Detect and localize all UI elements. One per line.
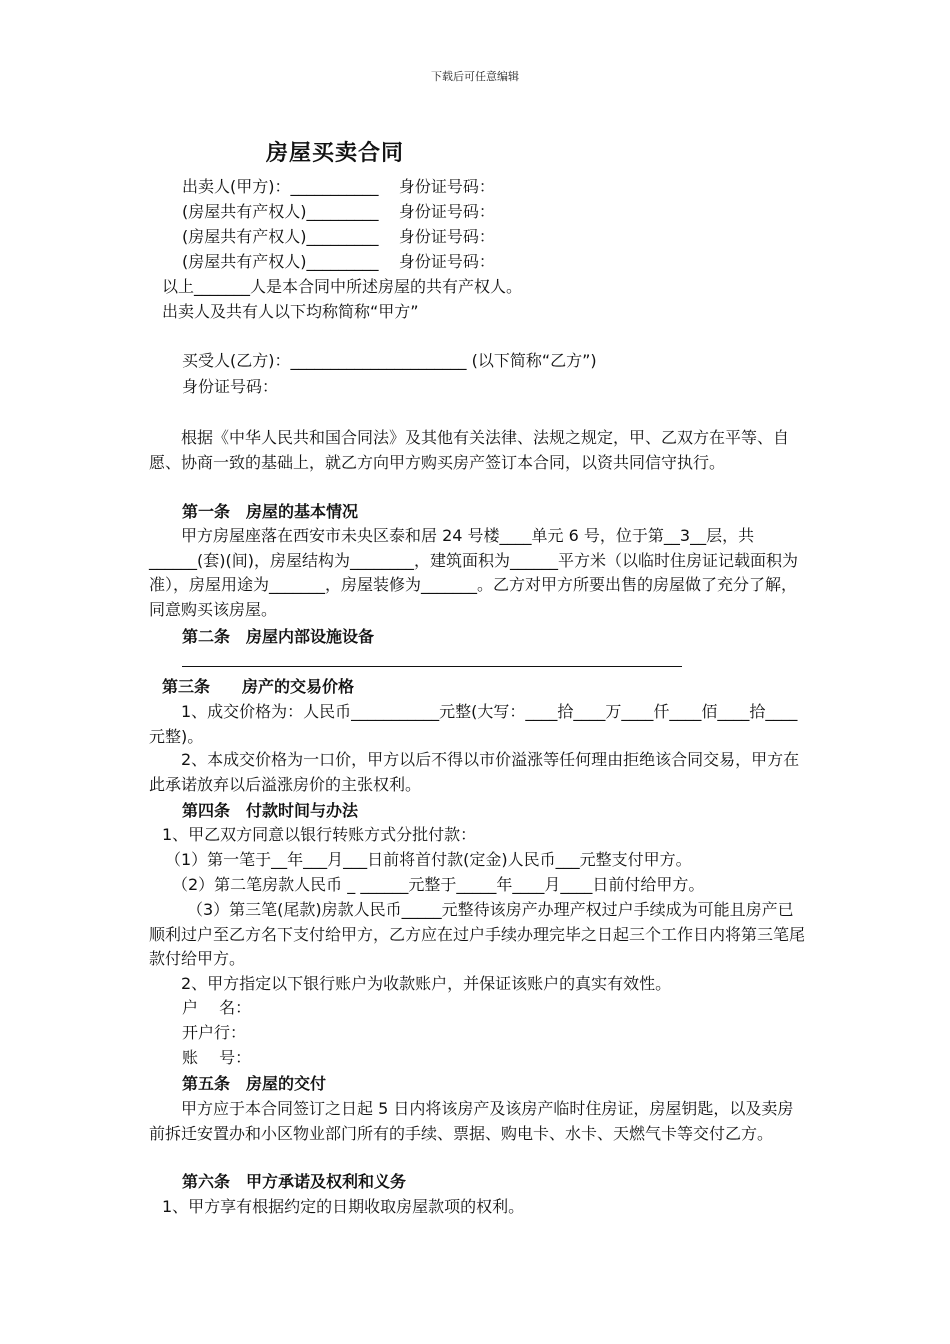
payment-3: （3）第三笔(尾款)房款人民币_____元整待该房产办理产权过户手续成为可能且房产已顺利过户至乙方名下支付给甲方，乙方应在过户手续办理完毕之日起三个工作日内将第三笔尾款付给甲方。 [149,900,806,968]
account-bank: 开户行： [182,1023,247,1042]
article-5-body: 甲方应于本合同签订之日起 5 日内将该房产及该房产临时住房证，房屋钥匙，以及卖房前拆迁安置办和小区物业部门所有的手续、票据、购电卡、水卡、天燃气卡等交付乙方。 [149,1099,794,1143]
article-2-heading: 第二条 房屋内部设施设备 [182,627,375,646]
article-4-item-2: 2、甲方指定以下银行账户为收款账户，并保证该账户的真实有效性。 [181,974,672,993]
account-number: 账 号： [182,1048,252,1067]
buyer-id-line: 身份证号码： [182,377,279,396]
seller-alias-note: 出卖人及共有人以下均称简称“甲方” [162,302,419,321]
article-4-heading: 第四条 付款时间与办法 [182,801,359,820]
co-owner-line-1: (房屋共有产权人)_________ 身份证号码： [182,202,495,221]
payment-2: （2）第二笔房款人民币 _ ______元整于_____年____月____日前付给甲方。 [172,875,705,894]
article-3-heading: 第三条 房产的交易价格 [162,677,355,696]
article-2-blank-line [182,666,682,667]
buyer-line: 买受人(乙方)：______________________ (以下简称“乙方”) [182,351,597,370]
co-owner-line-3: (房屋共有产权人)_________ 身份证号码： [182,252,495,271]
intro-paragraph: 根据《中华人民共和国合同法》及其他有关法律、法规之规定，甲、乙双方在平等、自愿、协商一致的基础上，就乙方向甲方购买房产签订本合同，以资共同信守执行。 [149,428,790,472]
account-name: 户 名： [182,998,252,1017]
article-6-heading: 第六条 甲方承诺及权利和义务 [182,1172,407,1191]
co-owner-line-2: (房屋共有产权人)_________ 身份证号码： [182,227,495,246]
article-1-body: 甲方房屋座落在西安市未央区泰和居 24 号楼____单元 6 号，位于第__3__层，共______(套)(间)，房屋结构为________，建筑面积为______平方米（以临时住房证记载面积为准），房屋用途为_______，房屋装修为_______。乙方对甲方所要出售的房屋做了充分了解，同意购买该房屋。 [149,526,798,619]
article-4-item-1: 1、甲乙双方同意以银行转账方式分批付款： [162,825,477,844]
page-title: 房屋买卖合同 [266,141,405,166]
payment-1: （1）第一笔于__年___月___日前将首付款(定金)人民币___元整支付甲方。 [165,850,692,869]
article-6-item-1: 1、甲方享有根据约定的日期收取房屋款项的权利。 [162,1197,525,1216]
article-3-price: 1、成交价格为：人民币___________元整(大写：____拾____万____仟____佰____拾____元整)。 [149,702,798,746]
seller-line: 出卖人(甲方)：___________ 身份证号码： [182,177,495,196]
page-header: 下载后可任意编辑 [431,70,519,83]
article-5-heading: 第五条 房屋的交付 [182,1074,327,1093]
co-owner-note: 以上_______人是本合同中所述房屋的共有产权人。 [162,277,523,296]
article-1-heading: 第一条 房屋的基本情况 [182,502,359,521]
article-3-fixed-price: 2、本成交价格为一口价，甲方以后不得以市价溢涨等任何理由拒绝该合同交易，甲方在此承诺放弃以后溢涨房价的主张权利。 [149,750,800,794]
